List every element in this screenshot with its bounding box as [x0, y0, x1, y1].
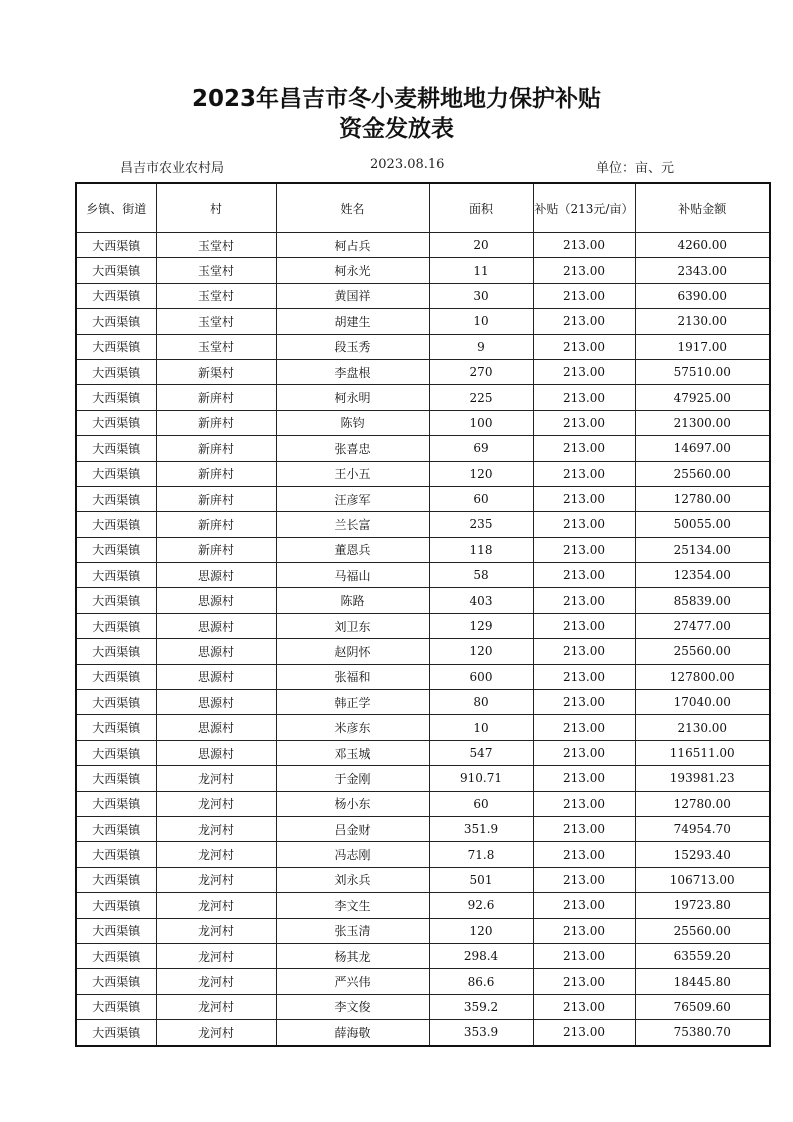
cell-area: 120 [429, 461, 533, 486]
subsidy-table [75, 182, 771, 1047]
table-row [76, 537, 770, 562]
cell-village: 玉堂村 [156, 334, 276, 359]
cell-subsidy-rate: 213.00 [533, 258, 635, 283]
cell-area: 298.4 [429, 943, 533, 968]
document-title-line1: 2023年昌吉市冬小麦耕地地力保护补贴 [191, 86, 601, 112]
cell-village: 龙河村 [156, 918, 276, 943]
cell-name: 于金刚 [276, 766, 429, 791]
cell-subsidy-rate: 213.00 [533, 690, 635, 715]
cell-subsidy-amount: 50055.00 [635, 512, 770, 537]
table-row [76, 258, 770, 283]
cell-area: 120 [429, 639, 533, 664]
table-row [76, 436, 770, 461]
header-area: 面积 [429, 183, 533, 233]
cell-subsidy-rate: 213.00 [533, 512, 635, 537]
cell-subsidy-rate: 213.00 [533, 639, 635, 664]
cell-name: 董恩兵 [276, 537, 429, 562]
cell-subsidy-amount: 47925.00 [635, 385, 770, 410]
cell-name: 张玉清 [276, 918, 429, 943]
cell-name: 柯永明 [276, 385, 429, 410]
table-row [76, 664, 770, 689]
cell-subsidy-amount: 15293.40 [635, 842, 770, 867]
cell-subsidy-amount: 21300.00 [635, 410, 770, 435]
cell-subsidy-amount: 106713.00 [635, 867, 770, 892]
cell-subsidy-rate: 213.00 [533, 842, 635, 867]
cell-area: 100 [429, 410, 533, 435]
table-row [76, 461, 770, 486]
cell-township: 大西渠镇 [76, 639, 156, 664]
cell-subsidy-amount: 25560.00 [635, 918, 770, 943]
header-name: 姓名 [276, 183, 429, 233]
cell-area: 60 [429, 791, 533, 816]
cell-subsidy-rate: 213.00 [533, 893, 635, 918]
cell-village: 思源村 [156, 715, 276, 740]
header-subsidy-rate: 补贴（213元/亩） [533, 183, 635, 233]
cell-village: 玉堂村 [156, 258, 276, 283]
cell-area: 69 [429, 436, 533, 461]
cell-area: 10 [429, 715, 533, 740]
cell-township: 大西渠镇 [76, 359, 156, 384]
unit-label: 单位：亩、元 [596, 161, 675, 176]
cell-area: 30 [429, 283, 533, 308]
cell-village: 玉堂村 [156, 233, 276, 258]
cell-subsidy-rate: 213.00 [533, 410, 635, 435]
cell-township: 大西渠镇 [76, 486, 156, 511]
cell-township: 大西渠镇 [76, 740, 156, 765]
cell-township: 大西渠镇 [76, 969, 156, 994]
cell-name: 兰长富 [276, 512, 429, 537]
cell-name: 邓玉城 [276, 740, 429, 765]
cell-area: 9 [429, 334, 533, 359]
cell-subsidy-rate: 213.00 [533, 359, 635, 384]
cell-name: 米彦东 [276, 715, 429, 740]
cell-name: 赵阴怀 [276, 639, 429, 664]
cell-subsidy-rate: 213.00 [533, 233, 635, 258]
cell-area: 86.6 [429, 969, 533, 994]
cell-village: 龙河村 [156, 766, 276, 791]
cell-subsidy-amount: 12780.00 [635, 486, 770, 511]
cell-area: 11 [429, 258, 533, 283]
cell-subsidy-amount: 25560.00 [635, 639, 770, 664]
cell-area: 120 [429, 918, 533, 943]
cell-subsidy-amount: 18445.80 [635, 969, 770, 994]
table-row [76, 842, 770, 867]
table-header-row [76, 183, 770, 233]
table-row [76, 359, 770, 384]
table-row [76, 766, 770, 791]
cell-village: 龙河村 [156, 842, 276, 867]
table-row [76, 613, 770, 638]
cell-subsidy-amount: 2130.00 [635, 309, 770, 334]
table-row [76, 233, 770, 258]
cell-subsidy-amount: 2343.00 [635, 258, 770, 283]
cell-township: 大西渠镇 [76, 690, 156, 715]
cell-name: 王小五 [276, 461, 429, 486]
cell-township: 大西渠镇 [76, 512, 156, 537]
cell-area: 235 [429, 512, 533, 537]
cell-subsidy-amount: 1917.00 [635, 334, 770, 359]
cell-subsidy-rate: 213.00 [533, 816, 635, 841]
cell-name: 张喜忠 [276, 436, 429, 461]
table-row [76, 588, 770, 613]
table-row [76, 740, 770, 765]
table-row [76, 893, 770, 918]
table-row [76, 969, 770, 994]
table-row [76, 486, 770, 511]
cell-area: 10 [429, 309, 533, 334]
cell-village: 思源村 [156, 740, 276, 765]
cell-subsidy-rate: 213.00 [533, 537, 635, 562]
cell-area: 600 [429, 664, 533, 689]
cell-subsidy-rate: 213.00 [533, 943, 635, 968]
cell-village: 新庰村 [156, 436, 276, 461]
table-row [76, 867, 770, 892]
cell-name: 陈钧 [276, 410, 429, 435]
table-row [76, 283, 770, 308]
cell-area: 351.9 [429, 816, 533, 841]
cell-subsidy-rate: 213.00 [533, 283, 635, 308]
cell-township: 大西渠镇 [76, 1020, 156, 1046]
table-row [76, 1020, 770, 1046]
cell-township: 大西渠镇 [76, 842, 156, 867]
cell-name: 刘卫东 [276, 613, 429, 638]
cell-subsidy-rate: 213.00 [533, 436, 635, 461]
header-village: 村 [156, 183, 276, 233]
cell-township: 大西渠镇 [76, 715, 156, 740]
cell-subsidy-rate: 213.00 [533, 969, 635, 994]
cell-subsidy-amount: 12354.00 [635, 563, 770, 588]
cell-village: 思源村 [156, 690, 276, 715]
cell-subsidy-amount: 2130.00 [635, 715, 770, 740]
cell-township: 大西渠镇 [76, 588, 156, 613]
cell-subsidy-rate: 213.00 [533, 334, 635, 359]
cell-name: 胡建生 [276, 309, 429, 334]
cell-name: 陈路 [276, 588, 429, 613]
cell-subsidy-amount: 12780.00 [635, 791, 770, 816]
cell-village: 龙河村 [156, 791, 276, 816]
cell-subsidy-rate: 213.00 [533, 1020, 635, 1046]
table-row [76, 385, 770, 410]
cell-subsidy-rate: 213.00 [533, 309, 635, 334]
cell-name: 马福山 [276, 563, 429, 588]
cell-name: 段玉秀 [276, 334, 429, 359]
cell-name: 薛海敬 [276, 1020, 429, 1046]
cell-subsidy-amount: 14697.00 [635, 436, 770, 461]
cell-area: 910.71 [429, 766, 533, 791]
cell-township: 大西渠镇 [76, 918, 156, 943]
cell-area: 547 [429, 740, 533, 765]
cell-subsidy-rate: 213.00 [533, 715, 635, 740]
cell-subsidy-rate: 213.00 [533, 664, 635, 689]
cell-township: 大西渠镇 [76, 994, 156, 1019]
cell-subsidy-amount: 193981.23 [635, 766, 770, 791]
cell-subsidy-rate: 213.00 [533, 613, 635, 638]
cell-name: 杨小东 [276, 791, 429, 816]
cell-subsidy-amount: 75380.70 [635, 1020, 770, 1046]
table-row [76, 943, 770, 968]
cell-subsidy-amount: 63559.20 [635, 943, 770, 968]
cell-township: 大西渠镇 [76, 309, 156, 334]
table-row [76, 816, 770, 841]
cell-subsidy-amount: 6390.00 [635, 283, 770, 308]
cell-name: 柯占兵 [276, 233, 429, 258]
cell-subsidy-amount: 25560.00 [635, 461, 770, 486]
cell-subsidy-amount: 127800.00 [635, 664, 770, 689]
cell-township: 大西渠镇 [76, 283, 156, 308]
cell-name: 冯志刚 [276, 842, 429, 867]
cell-township: 大西渠镇 [76, 385, 156, 410]
cell-village: 新庰村 [156, 410, 276, 435]
cell-village: 思源村 [156, 613, 276, 638]
cell-township: 大西渠镇 [76, 893, 156, 918]
cell-village: 龙河村 [156, 994, 276, 1019]
cell-name: 黄国祥 [276, 283, 429, 308]
cell-village: 玉堂村 [156, 283, 276, 308]
cell-subsidy-amount: 19723.80 [635, 893, 770, 918]
cell-area: 403 [429, 588, 533, 613]
cell-subsidy-rate: 213.00 [533, 563, 635, 588]
cell-area: 270 [429, 359, 533, 384]
table-row [76, 639, 770, 664]
cell-name: 吕金财 [276, 816, 429, 841]
cell-subsidy-amount: 57510.00 [635, 359, 770, 384]
cell-area: 58 [429, 563, 533, 588]
table-row [76, 309, 770, 334]
document-date: 2023.08.16 [370, 157, 445, 172]
cell-subsidy-amount: 17040.00 [635, 690, 770, 715]
cell-village: 新庰村 [156, 512, 276, 537]
issuing-organization: 昌吉市农业农村局 [120, 161, 225, 176]
cell-area: 359.2 [429, 994, 533, 1019]
table-row [76, 791, 770, 816]
cell-village: 龙河村 [156, 893, 276, 918]
table-row [76, 994, 770, 1019]
cell-subsidy-rate: 213.00 [533, 740, 635, 765]
cell-township: 大西渠镇 [76, 613, 156, 638]
cell-subsidy-rate: 213.00 [533, 791, 635, 816]
cell-village: 玉堂村 [156, 309, 276, 334]
cell-township: 大西渠镇 [76, 791, 156, 816]
cell-village: 新庰村 [156, 486, 276, 511]
cell-township: 大西渠镇 [76, 461, 156, 486]
cell-subsidy-rate: 213.00 [533, 385, 635, 410]
cell-name: 杨其龙 [276, 943, 429, 968]
cell-village: 龙河村 [156, 969, 276, 994]
cell-area: 225 [429, 385, 533, 410]
table-row [76, 512, 770, 537]
cell-village: 思源村 [156, 664, 276, 689]
cell-name: 刘永兵 [276, 867, 429, 892]
cell-subsidy-amount: 25134.00 [635, 537, 770, 562]
cell-subsidy-rate: 213.00 [533, 486, 635, 511]
cell-subsidy-amount: 4260.00 [635, 233, 770, 258]
cell-subsidy-amount: 85839.00 [635, 588, 770, 613]
table-row [76, 563, 770, 588]
table-row [76, 410, 770, 435]
table-row [76, 690, 770, 715]
cell-township: 大西渠镇 [76, 410, 156, 435]
cell-area: 501 [429, 867, 533, 892]
document-title-line2: 资金发放表 [339, 116, 454, 142]
cell-subsidy-amount: 116511.00 [635, 740, 770, 765]
cell-name: 柯永光 [276, 258, 429, 283]
header-township: 乡镇、街道 [76, 183, 156, 233]
cell-township: 大西渠镇 [76, 436, 156, 461]
cell-area: 92.6 [429, 893, 533, 918]
cell-name: 李盘根 [276, 359, 429, 384]
cell-area: 60 [429, 486, 533, 511]
cell-village: 龙河村 [156, 943, 276, 968]
cell-name: 韩正学 [276, 690, 429, 715]
cell-subsidy-amount: 76509.60 [635, 994, 770, 1019]
cell-village: 新庰村 [156, 385, 276, 410]
cell-area: 353.9 [429, 1020, 533, 1046]
cell-subsidy-rate: 213.00 [533, 766, 635, 791]
cell-township: 大西渠镇 [76, 233, 156, 258]
cell-township: 大西渠镇 [76, 766, 156, 791]
cell-name: 汪彦军 [276, 486, 429, 511]
cell-subsidy-rate: 213.00 [533, 994, 635, 1019]
cell-area: 129 [429, 613, 533, 638]
cell-area: 20 [429, 233, 533, 258]
cell-village: 思源村 [156, 588, 276, 613]
cell-village: 思源村 [156, 563, 276, 588]
cell-name: 严兴伟 [276, 969, 429, 994]
cell-subsidy-rate: 213.00 [533, 918, 635, 943]
cell-subsidy-amount: 74954.70 [635, 816, 770, 841]
cell-township: 大西渠镇 [76, 537, 156, 562]
cell-township: 大西渠镇 [76, 816, 156, 841]
cell-township: 大西渠镇 [76, 563, 156, 588]
cell-village: 龙河村 [156, 1020, 276, 1046]
cell-area: 80 [429, 690, 533, 715]
cell-village: 新渠村 [156, 359, 276, 384]
cell-subsidy-rate: 213.00 [533, 867, 635, 892]
cell-township: 大西渠镇 [76, 867, 156, 892]
cell-village: 新庰村 [156, 461, 276, 486]
cell-village: 新庰村 [156, 537, 276, 562]
cell-name: 张福和 [276, 664, 429, 689]
cell-township: 大西渠镇 [76, 258, 156, 283]
cell-village: 龙河村 [156, 867, 276, 892]
cell-subsidy-rate: 213.00 [533, 461, 635, 486]
cell-township: 大西渠镇 [76, 334, 156, 359]
cell-township: 大西渠镇 [76, 943, 156, 968]
cell-township: 大西渠镇 [76, 664, 156, 689]
cell-village: 龙河村 [156, 816, 276, 841]
cell-name: 李文生 [276, 893, 429, 918]
cell-area: 71.8 [429, 842, 533, 867]
cell-village: 思源村 [156, 639, 276, 664]
header-subsidy-amount: 补贴金额 [635, 183, 770, 233]
cell-subsidy-rate: 213.00 [533, 588, 635, 613]
cell-area: 118 [429, 537, 533, 562]
table-row [76, 715, 770, 740]
cell-subsidy-amount: 27477.00 [635, 613, 770, 638]
table-row [76, 334, 770, 359]
table-row [76, 918, 770, 943]
cell-name: 李文俊 [276, 994, 429, 1019]
